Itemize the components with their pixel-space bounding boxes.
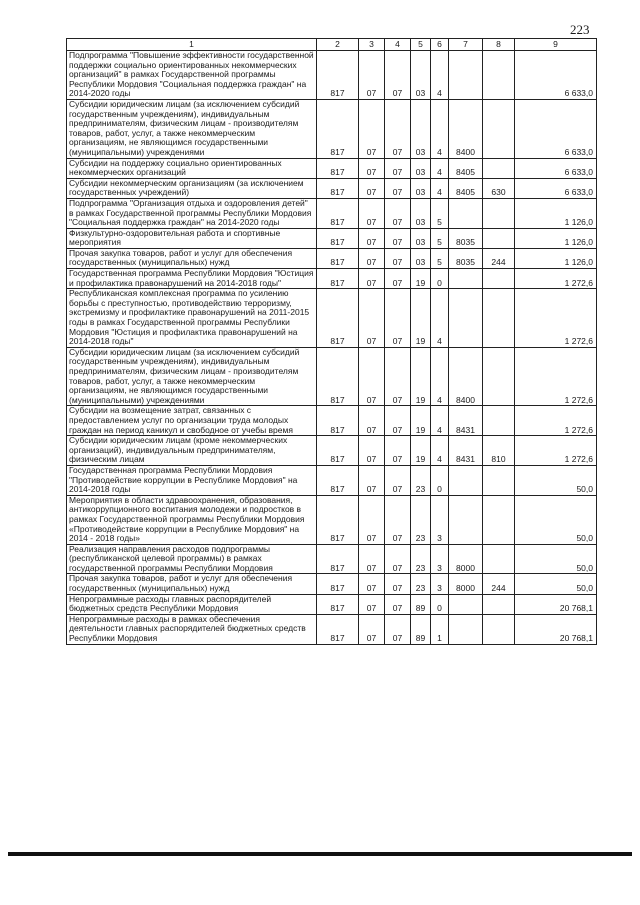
- row-cell-col-4: 07: [385, 495, 411, 544]
- header-col-7: 7: [449, 39, 483, 51]
- row-cell-col-2: 817: [317, 347, 359, 406]
- row-cell-col-7: 8035: [449, 228, 483, 248]
- row-cell-col-5: 03: [411, 248, 431, 268]
- table-row: [67, 436, 597, 466]
- row-cell-col-4: 07: [385, 99, 411, 158]
- row-cell-col-7: [449, 465, 483, 495]
- row-cell-col-5: 19: [411, 436, 431, 466]
- row-cell-col-7: 8405: [449, 158, 483, 178]
- row-cell-col-2: 817: [317, 198, 359, 228]
- row-cell-col-7: [449, 614, 483, 644]
- row-cell-col-5: 19: [411, 347, 431, 406]
- table-row: [67, 289, 597, 348]
- row-cell-col-6: 0: [431, 594, 449, 614]
- row-cell-col-5: 03: [411, 198, 431, 228]
- row-cell-col-4: 07: [385, 198, 411, 228]
- row-name-cell: Субсидии на возмещение затрат, связанных с предоставлением услуг по организации труда молодых граждан на период каникул и свободное от учебы время: [67, 406, 317, 436]
- row-cell-col-6: 5: [431, 248, 449, 268]
- row-cell-col-8: [483, 465, 515, 495]
- row-cell-col-3: 07: [359, 178, 385, 198]
- row-cell-col-2: 817: [317, 614, 359, 644]
- row-cell-col-8: 244: [483, 248, 515, 268]
- row-cell-col-3: 07: [359, 495, 385, 544]
- row-cell-col-9: 1 272,6: [515, 406, 597, 436]
- table-row: [67, 269, 597, 289]
- header-col-6: 6: [431, 39, 449, 51]
- row-cell-col-8: [483, 228, 515, 248]
- row-cell-col-5: 19: [411, 269, 431, 289]
- row-name-cell: Прочая закупка товаров, работ и услуг для обеспечения государственных (муниципальных) нужд: [67, 248, 317, 268]
- row-name-cell: Субсидии юридическим лицам (за исключением субсидий государственным учреждениям), индивидуальным предпринимателям, физическим лицам - производителям товаров, работ, услуг, а также некоммерческим организациям, не являющимся государственными (муниципальными) учреждениями: [67, 347, 317, 406]
- row-cell-col-3: 07: [359, 614, 385, 644]
- table-row: [67, 178, 597, 198]
- bottom-rule: [8, 852, 632, 856]
- row-cell-col-8: [483, 269, 515, 289]
- row-cell-col-4: 07: [385, 436, 411, 466]
- row-cell-col-9: 1 126,0: [515, 248, 597, 268]
- row-cell-col-9: 1 126,0: [515, 198, 597, 228]
- row-cell-col-6: 3: [431, 495, 449, 544]
- row-cell-col-8: [483, 495, 515, 544]
- row-cell-col-4: 07: [385, 178, 411, 198]
- row-name-cell: Государственная программа Республики Мордовия "Противодействие коррупции в Республике Мордовия" на 2014-2018 годы: [67, 465, 317, 495]
- row-cell-col-5: 19: [411, 406, 431, 436]
- row-name-cell: Республиканская комплексная программа по усилению борьбы с преступностью, противодействию терроризму, экстремизму и профилактике правонарушений на 2011-2015 годы в рамках Государственной программы Республики Мордовия "Юстиция и профилактика правонарушений на 2014-2018 годы": [67, 289, 317, 348]
- row-cell-col-4: 07: [385, 51, 411, 100]
- row-cell-col-5: 23: [411, 465, 431, 495]
- row-cell-col-3: 07: [359, 574, 385, 594]
- row-cell-col-3: 07: [359, 594, 385, 614]
- row-cell-col-3: 07: [359, 99, 385, 158]
- row-cell-col-4: 07: [385, 465, 411, 495]
- row-cell-col-4: 07: [385, 289, 411, 348]
- row-cell-col-2: 817: [317, 51, 359, 100]
- row-cell-col-3: 07: [359, 248, 385, 268]
- row-cell-col-5: 03: [411, 158, 431, 178]
- row-cell-col-5: 03: [411, 178, 431, 198]
- table-row: [67, 574, 597, 594]
- row-cell-col-8: [483, 544, 515, 574]
- row-cell-col-3: 07: [359, 158, 385, 178]
- table-row: [67, 594, 597, 614]
- row-cell-col-8: 810: [483, 436, 515, 466]
- table-row: [67, 228, 597, 248]
- header-col-3: 3: [359, 39, 385, 51]
- table-row: [67, 614, 597, 644]
- row-cell-col-9: 50,0: [515, 465, 597, 495]
- row-cell-col-8: [483, 614, 515, 644]
- row-cell-col-8: 244: [483, 574, 515, 594]
- row-cell-col-2: 817: [317, 544, 359, 574]
- row-cell-col-5: 03: [411, 51, 431, 100]
- row-name-cell: Реализация направления расходов подпрограммы (республиканской целевой программы) в рамках государственной программы Республики Мордовия: [67, 544, 317, 574]
- header-col-2: 2: [317, 39, 359, 51]
- row-cell-col-6: 3: [431, 544, 449, 574]
- row-cell-col-4: 07: [385, 248, 411, 268]
- row-cell-col-7: [449, 51, 483, 100]
- header-col-1: 1: [67, 39, 317, 51]
- row-cell-col-6: 4: [431, 51, 449, 100]
- budget-table: [66, 38, 597, 645]
- row-cell-col-2: 817: [317, 465, 359, 495]
- row-cell-col-2: 817: [317, 495, 359, 544]
- header-row: [67, 39, 597, 51]
- row-cell-col-4: 07: [385, 614, 411, 644]
- header-col-8: 8: [483, 39, 515, 51]
- row-cell-col-5: 89: [411, 594, 431, 614]
- row-cell-col-5: 23: [411, 574, 431, 594]
- row-cell-col-8: [483, 347, 515, 406]
- row-cell-col-8: [483, 406, 515, 436]
- table-row: [67, 51, 597, 100]
- row-name-cell: Непрограммные расходы главных распорядителей бюджетных средств Республики Мордовия: [67, 594, 317, 614]
- table-row: [67, 544, 597, 574]
- row-cell-col-2: 817: [317, 99, 359, 158]
- row-cell-col-4: 07: [385, 544, 411, 574]
- row-cell-col-4: 07: [385, 574, 411, 594]
- row-cell-col-6: 0: [431, 465, 449, 495]
- row-cell-col-2: 817: [317, 269, 359, 289]
- row-name-cell: Субсидии некоммерческим организациям (за исключением государственных учреждений): [67, 178, 317, 198]
- row-name-cell: Субсидии юридическим лицам (кроме некоммерческих организаций), индивидуальным предпринимателям, физическим лицам: [67, 436, 317, 466]
- row-cell-col-2: 817: [317, 289, 359, 348]
- row-name-cell: Непрограммные расходы в рамках обеспечения деятельности главных распорядителей бюджетных средств Республики Мордовия: [67, 614, 317, 644]
- row-cell-col-3: 07: [359, 289, 385, 348]
- row-cell-col-4: 07: [385, 594, 411, 614]
- row-cell-col-2: 817: [317, 158, 359, 178]
- row-cell-col-7: [449, 289, 483, 348]
- row-cell-col-9: 1 272,6: [515, 289, 597, 348]
- row-cell-col-3: 07: [359, 436, 385, 466]
- row-cell-col-8: [483, 198, 515, 228]
- header-col-5: 5: [411, 39, 431, 51]
- row-name-cell: Мероприятия в области здравоохранения, образования, антикоррупционного воспитания молодежи и подростков в рамках Государственной программы Республики Мордовия «Противодействие коррупции в Республике Мордовия" на 2014 - 2018 годы»: [67, 495, 317, 544]
- row-cell-col-3: 07: [359, 198, 385, 228]
- row-cell-col-3: 07: [359, 269, 385, 289]
- page-number: 223: [570, 22, 590, 37]
- row-cell-col-6: 4: [431, 178, 449, 198]
- row-cell-col-8: [483, 51, 515, 100]
- row-cell-col-4: 07: [385, 269, 411, 289]
- row-cell-col-5: 23: [411, 495, 431, 544]
- table-row: [67, 406, 597, 436]
- table-row: [67, 347, 597, 406]
- table-row: [67, 495, 597, 544]
- table-row: [67, 198, 597, 228]
- row-cell-col-6: 5: [431, 228, 449, 248]
- row-name-cell: Подпрограмма "Повышение эффективности государственной поддержки социально ориентированных некоммерческих организаций" в рамках Государственной программы Республики Мордовия "Социальная поддержка граждан" на 2014-2020 годы: [67, 51, 317, 100]
- row-cell-col-3: 07: [359, 347, 385, 406]
- row-cell-col-3: 07: [359, 465, 385, 495]
- row-cell-col-5: 03: [411, 228, 431, 248]
- row-cell-col-3: 07: [359, 51, 385, 100]
- row-cell-col-9: 6 633,0: [515, 178, 597, 198]
- row-cell-col-7: 8035: [449, 248, 483, 268]
- row-cell-col-7: 8400: [449, 99, 483, 158]
- row-name-cell: Прочая закупка товаров, работ и услуг для обеспечения государственных (муниципальных) нужд: [67, 574, 317, 594]
- row-cell-col-6: 4: [431, 347, 449, 406]
- row-cell-col-2: 817: [317, 406, 359, 436]
- row-cell-col-9: 20 768,1: [515, 594, 597, 614]
- row-cell-col-4: 07: [385, 347, 411, 406]
- row-cell-col-7: [449, 198, 483, 228]
- row-cell-col-6: 5: [431, 198, 449, 228]
- header-col-9: 9: [515, 39, 597, 51]
- row-cell-col-2: 817: [317, 436, 359, 466]
- table-row: [67, 99, 597, 158]
- table-row: [67, 248, 597, 268]
- row-cell-col-7: 8431: [449, 406, 483, 436]
- row-cell-col-7: [449, 269, 483, 289]
- table-row: [67, 465, 597, 495]
- row-cell-col-9: 50,0: [515, 544, 597, 574]
- row-cell-col-9: 20 768,1: [515, 614, 597, 644]
- row-name-cell: Подпрограмма "Организация отдыха и оздоровления детей" в рамках Государственной программы Республики Мордовия "Социальная поддержка граждан" на 2014-2020 годы: [67, 198, 317, 228]
- row-cell-col-8: [483, 158, 515, 178]
- row-cell-col-9: 1 126,0: [515, 228, 597, 248]
- table-row: [67, 158, 597, 178]
- row-cell-col-4: 07: [385, 228, 411, 248]
- row-cell-col-5: 89: [411, 614, 431, 644]
- row-cell-col-8: [483, 289, 515, 348]
- row-cell-col-9: 6 633,0: [515, 99, 597, 158]
- row-cell-col-4: 07: [385, 406, 411, 436]
- row-cell-col-2: 817: [317, 574, 359, 594]
- row-cell-col-9: 1 272,6: [515, 269, 597, 289]
- row-cell-col-9: 6 633,0: [515, 158, 597, 178]
- row-cell-col-6: 4: [431, 406, 449, 436]
- row-cell-col-6: 4: [431, 99, 449, 158]
- row-cell-col-6: 4: [431, 436, 449, 466]
- row-cell-col-9: 6 633,0: [515, 51, 597, 100]
- row-cell-col-2: 817: [317, 228, 359, 248]
- row-cell-col-8: [483, 99, 515, 158]
- row-cell-col-6: 1: [431, 614, 449, 644]
- row-cell-col-6: 4: [431, 289, 449, 348]
- row-name-cell: Субсидии юридическим лицам (за исключением субсидий государственным учреждениям), индивидуальным предпринимателям, физическим лицам - производителям товаров, работ, услуг, а также некоммерческим организациям, не являющимся государственными (муниципальными) учреждениями: [67, 99, 317, 158]
- row-name-cell: Физкультурно-оздоровительная работа и спортивные мероприятия: [67, 228, 317, 248]
- row-name-cell: Субсидии на поддержку социально ориентированных некоммерческих организаций: [67, 158, 317, 178]
- row-name-cell: Государственная программа Республики Мордовия "Юстиция и профилактика правонарушений на 2014-2018 годы": [67, 269, 317, 289]
- row-cell-col-3: 07: [359, 406, 385, 436]
- row-cell-col-7: 8431: [449, 436, 483, 466]
- row-cell-col-3: 07: [359, 544, 385, 574]
- row-cell-col-9: 1 272,6: [515, 347, 597, 406]
- row-cell-col-6: 4: [431, 158, 449, 178]
- row-cell-col-7: 8400: [449, 347, 483, 406]
- row-cell-col-7: 8000: [449, 544, 483, 574]
- row-cell-col-9: 50,0: [515, 495, 597, 544]
- row-cell-col-5: 23: [411, 544, 431, 574]
- row-cell-col-8: [483, 594, 515, 614]
- row-cell-col-7: 8000: [449, 574, 483, 594]
- row-cell-col-3: 07: [359, 228, 385, 248]
- row-cell-col-2: 817: [317, 594, 359, 614]
- header-col-4: 4: [385, 39, 411, 51]
- row-cell-col-9: 1 272,6: [515, 436, 597, 466]
- row-cell-col-2: 817: [317, 248, 359, 268]
- row-cell-col-7: [449, 495, 483, 544]
- row-cell-col-7: [449, 594, 483, 614]
- row-cell-col-2: 817: [317, 178, 359, 198]
- row-cell-col-6: 0: [431, 269, 449, 289]
- row-cell-col-7: 8405: [449, 178, 483, 198]
- row-cell-col-5: 03: [411, 99, 431, 158]
- row-cell-col-4: 07: [385, 158, 411, 178]
- row-cell-col-5: 19: [411, 289, 431, 348]
- row-cell-col-6: 3: [431, 574, 449, 594]
- row-cell-col-9: 50,0: [515, 574, 597, 594]
- row-cell-col-8: 630: [483, 178, 515, 198]
